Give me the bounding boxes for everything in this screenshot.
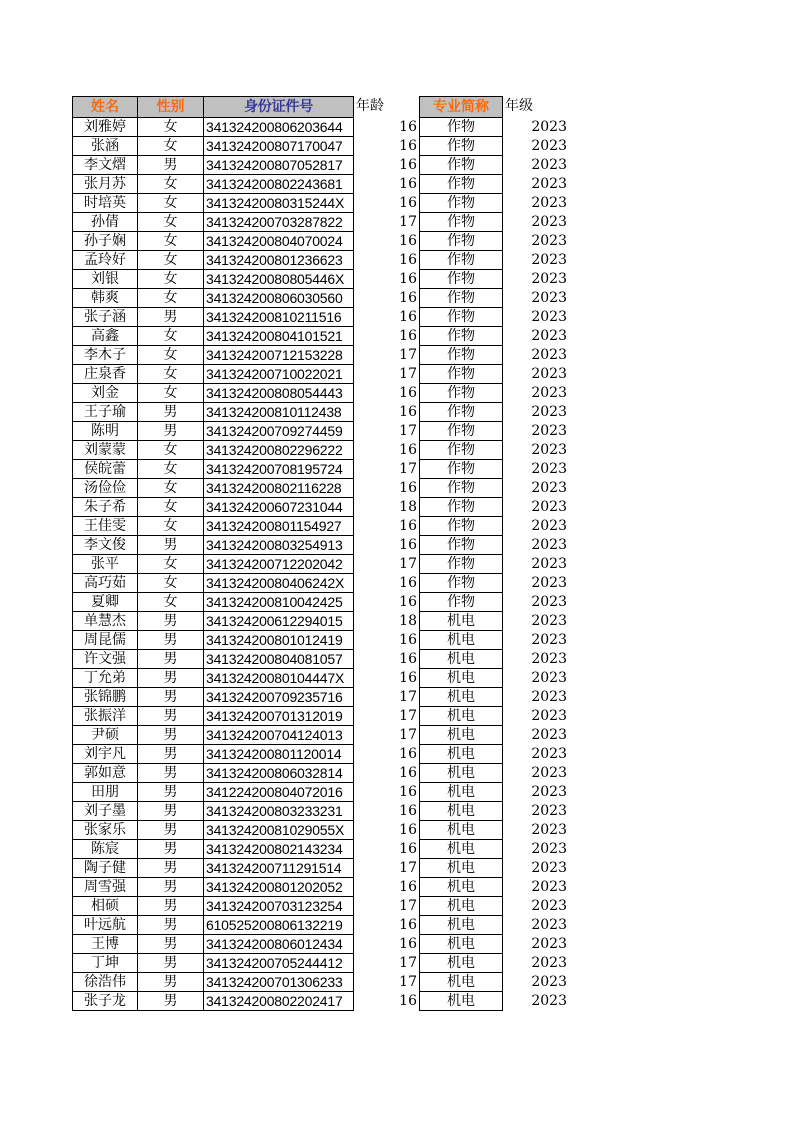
cell-age[interactable]: 16 — [399, 765, 417, 781]
cell-major[interactable]: 作物 — [419, 327, 503, 346]
cell-id-number[interactable]: 341324200804101521 — [204, 327, 354, 346]
cell-age[interactable]: 16 — [399, 252, 417, 268]
cell-name[interactable]: 张家乐 — [72, 821, 138, 840]
cell-grade[interactable]: 2023 — [531, 347, 567, 363]
cell-grade[interactable]: 2023 — [531, 252, 567, 268]
cell-grade[interactable]: 2023 — [531, 632, 567, 648]
cell-gender[interactable]: 女 — [138, 479, 204, 498]
cell-id-number[interactable]: 341324200712153228 — [204, 346, 354, 365]
cell-grade[interactable]: 2023 — [531, 594, 567, 610]
cell-grade[interactable]: 2023 — [531, 157, 567, 173]
cell-gender[interactable]: 男 — [138, 783, 204, 802]
cell-name[interactable]: 刘宇凡 — [72, 745, 138, 764]
cell-major[interactable]: 作物 — [419, 422, 503, 441]
cell-age[interactable]: 16 — [399, 157, 417, 173]
cell-gender[interactable]: 女 — [138, 593, 204, 612]
header-gender[interactable]: 性别 — [138, 96, 204, 118]
cell-grade[interactable]: 2023 — [531, 936, 567, 952]
cell-name[interactable]: 王子瑜 — [72, 403, 138, 422]
cell-id-number[interactable]: 341324200803254913 — [204, 536, 354, 555]
cell-gender[interactable]: 男 — [138, 156, 204, 175]
cell-major[interactable]: 作物 — [419, 213, 503, 232]
cell-age[interactable]: 16 — [399, 936, 417, 952]
cell-gender[interactable]: 女 — [138, 232, 204, 251]
cell-grade[interactable]: 2023 — [531, 119, 567, 135]
cell-major[interactable]: 机电 — [419, 688, 503, 707]
cell-id-number[interactable]: 341324200802143234 — [204, 840, 354, 859]
cell-age[interactable]: 17 — [399, 347, 417, 363]
cell-gender[interactable]: 男 — [138, 821, 204, 840]
cell-major[interactable]: 作物 — [419, 346, 503, 365]
cell-name[interactable]: 田朋 — [72, 783, 138, 802]
cell-grade[interactable]: 2023 — [531, 784, 567, 800]
cell-major[interactable]: 机电 — [419, 935, 503, 954]
cell-name[interactable]: 侯皖蕾 — [72, 460, 138, 479]
cell-age[interactable]: 17 — [399, 860, 417, 876]
cell-id-number[interactable]: 341324200612294015 — [204, 612, 354, 631]
cell-name[interactable]: 徐浩伟 — [72, 973, 138, 992]
cell-age[interactable]: 16 — [399, 176, 417, 192]
cell-name[interactable]: 高鑫 — [72, 327, 138, 346]
cell-age[interactable]: 16 — [399, 404, 417, 420]
cell-age[interactable]: 16 — [399, 195, 417, 211]
cell-grade[interactable]: 2023 — [531, 537, 567, 553]
cell-id-number[interactable]: 341324200703123254 — [204, 897, 354, 916]
cell-grade[interactable]: 2023 — [531, 955, 567, 971]
cell-gender[interactable]: 女 — [138, 498, 204, 517]
cell-grade[interactable]: 2023 — [531, 727, 567, 743]
cell-name[interactable]: 夏卿 — [72, 593, 138, 612]
cell-gender[interactable]: 女 — [138, 137, 204, 156]
cell-id-number[interactable]: 341324200810211516 — [204, 308, 354, 327]
cell-age[interactable]: 16 — [399, 917, 417, 933]
cell-gender[interactable]: 男 — [138, 954, 204, 973]
cell-age[interactable]: 17 — [399, 727, 417, 743]
cell-major[interactable]: 机电 — [419, 745, 503, 764]
cell-id-number[interactable]: 341324200704124013 — [204, 726, 354, 745]
cell-gender[interactable]: 女 — [138, 175, 204, 194]
cell-major[interactable]: 机电 — [419, 612, 503, 631]
cell-name[interactable]: 许文强 — [72, 650, 138, 669]
cell-age[interactable]: 16 — [399, 442, 417, 458]
cell-age[interactable]: 16 — [399, 290, 417, 306]
cell-id-number[interactable]: 341324200801202052 — [204, 878, 354, 897]
cell-age[interactable]: 16 — [399, 879, 417, 895]
cell-id-number[interactable]: 341324200802296222 — [204, 441, 354, 460]
cell-id-number[interactable]: 341324200810112438 — [204, 403, 354, 422]
cell-age[interactable]: 17 — [399, 214, 417, 230]
cell-age[interactable]: 16 — [399, 385, 417, 401]
cell-name[interactable]: 刘子墨 — [72, 802, 138, 821]
cell-id-number[interactable]: 341324200807170047 — [204, 137, 354, 156]
cell-major[interactable]: 作物 — [419, 365, 503, 384]
cell-id-number[interactable]: 341324200711291514 — [204, 859, 354, 878]
cell-major[interactable]: 机电 — [419, 973, 503, 992]
cell-id-number[interactable]: 34132420080315244X — [204, 194, 354, 213]
cell-major[interactable]: 作物 — [419, 194, 503, 213]
cell-id-number[interactable]: 341324200802243681 — [204, 175, 354, 194]
cell-grade[interactable]: 2023 — [531, 841, 567, 857]
cell-grade[interactable]: 2023 — [531, 708, 567, 724]
cell-grade[interactable]: 2023 — [531, 822, 567, 838]
cell-id-number[interactable]: 341324200607231044 — [204, 498, 354, 517]
cell-gender[interactable]: 男 — [138, 308, 204, 327]
cell-id-number[interactable]: 341324200806012434 — [204, 935, 354, 954]
cell-major[interactable]: 作物 — [419, 308, 503, 327]
cell-grade[interactable]: 2023 — [531, 138, 567, 154]
cell-name[interactable]: 时培英 — [72, 194, 138, 213]
cell-gender[interactable]: 女 — [138, 213, 204, 232]
cell-id-number[interactable]: 34132420081029055X — [204, 821, 354, 840]
cell-grade[interactable]: 2023 — [531, 328, 567, 344]
cell-id-number[interactable]: 341324200801154927 — [204, 517, 354, 536]
cell-name[interactable]: 刘蒙蒙 — [72, 441, 138, 460]
cell-major[interactable]: 作物 — [419, 270, 503, 289]
cell-gender[interactable]: 男 — [138, 612, 204, 631]
cell-name[interactable]: 李文熠 — [72, 156, 138, 175]
cell-grade[interactable]: 2023 — [531, 879, 567, 895]
cell-grade[interactable]: 2023 — [531, 233, 567, 249]
cell-name[interactable]: 张涵 — [72, 137, 138, 156]
cell-age[interactable]: 16 — [399, 271, 417, 287]
header-age[interactable]: 年龄 — [356, 98, 384, 114]
cell-major[interactable]: 机电 — [419, 783, 503, 802]
cell-major[interactable]: 机电 — [419, 669, 503, 688]
cell-major[interactable]: 机电 — [419, 707, 503, 726]
cell-name[interactable]: 王佳雯 — [72, 517, 138, 536]
cell-major[interactable]: 作物 — [419, 517, 503, 536]
header-grade[interactable]: 年级 — [505, 98, 533, 114]
cell-age[interactable]: 16 — [399, 632, 417, 648]
cell-major[interactable]: 机电 — [419, 631, 503, 650]
cell-id-number[interactable]: 341324200803233231 — [204, 802, 354, 821]
cell-grade[interactable]: 2023 — [531, 613, 567, 629]
cell-name[interactable]: 高巧茹 — [72, 574, 138, 593]
cell-gender[interactable]: 女 — [138, 460, 204, 479]
cell-gender[interactable]: 男 — [138, 631, 204, 650]
cell-grade[interactable]: 2023 — [531, 974, 567, 990]
cell-name[interactable]: 张锦鹏 — [72, 688, 138, 707]
cell-id-number[interactable]: 610525200806132219 — [204, 916, 354, 935]
cell-name[interactable]: 郭如意 — [72, 764, 138, 783]
cell-name[interactable]: 李文俊 — [72, 536, 138, 555]
cell-major[interactable]: 作物 — [419, 574, 503, 593]
cell-grade[interactable]: 2023 — [531, 746, 567, 762]
cell-grade[interactable]: 2023 — [531, 214, 567, 230]
cell-name[interactable]: 刘金 — [72, 384, 138, 403]
cell-age[interactable]: 16 — [399, 518, 417, 534]
cell-gender[interactable]: 女 — [138, 194, 204, 213]
cell-grade[interactable]: 2023 — [531, 765, 567, 781]
cell-age[interactable]: 16 — [399, 993, 417, 1009]
cell-age[interactable]: 16 — [399, 480, 417, 496]
cell-gender[interactable]: 男 — [138, 916, 204, 935]
cell-grade[interactable]: 2023 — [531, 860, 567, 876]
cell-grade[interactable]: 2023 — [531, 993, 567, 1009]
cell-major[interactable]: 机电 — [419, 650, 503, 669]
cell-id-number[interactable]: 34132420080104447X — [204, 669, 354, 688]
cell-gender[interactable]: 男 — [138, 935, 204, 954]
cell-id-number[interactable]: 341324200802202417 — [204, 992, 354, 1011]
cell-age[interactable]: 17 — [399, 974, 417, 990]
cell-major[interactable]: 作物 — [419, 479, 503, 498]
cell-major[interactable]: 机电 — [419, 821, 503, 840]
cell-name[interactable]: 单慧杰 — [72, 612, 138, 631]
cell-gender[interactable]: 女 — [138, 327, 204, 346]
cell-age[interactable]: 16 — [399, 803, 417, 819]
cell-name[interactable]: 陶子健 — [72, 859, 138, 878]
cell-name[interactable]: 叶远航 — [72, 916, 138, 935]
cell-gender[interactable]: 女 — [138, 517, 204, 536]
cell-gender[interactable]: 女 — [138, 441, 204, 460]
cell-name[interactable]: 尹硕 — [72, 726, 138, 745]
cell-grade[interactable]: 2023 — [531, 499, 567, 515]
cell-grade[interactable]: 2023 — [531, 575, 567, 591]
cell-age[interactable]: 16 — [399, 138, 417, 154]
cell-major[interactable]: 作物 — [419, 536, 503, 555]
cell-id-number[interactable]: 341324200708195724 — [204, 460, 354, 479]
cell-grade[interactable]: 2023 — [531, 898, 567, 914]
cell-age[interactable]: 16 — [399, 784, 417, 800]
cell-age[interactable]: 17 — [399, 955, 417, 971]
cell-id-number[interactable]: 341324200810042425 — [204, 593, 354, 612]
cell-name[interactable]: 丁坤 — [72, 954, 138, 973]
cell-id-number[interactable]: 341224200804072016 — [204, 783, 354, 802]
cell-age[interactable]: 17 — [399, 423, 417, 439]
cell-name[interactable]: 孙倩 — [72, 213, 138, 232]
cell-id-number[interactable]: 341324200701312019 — [204, 707, 354, 726]
cell-id-number[interactable]: 341324200712202042 — [204, 555, 354, 574]
cell-age[interactable]: 16 — [399, 746, 417, 762]
cell-grade[interactable]: 2023 — [531, 518, 567, 534]
cell-id-number[interactable]: 341324200804070024 — [204, 232, 354, 251]
cell-major[interactable]: 作物 — [419, 384, 503, 403]
cell-age[interactable]: 16 — [399, 119, 417, 135]
cell-id-number[interactable]: 34132420080406242X — [204, 574, 354, 593]
cell-gender[interactable]: 男 — [138, 536, 204, 555]
cell-major[interactable]: 机电 — [419, 726, 503, 745]
cell-gender[interactable]: 女 — [138, 118, 204, 137]
cell-id-number[interactable]: 341324200801236623 — [204, 251, 354, 270]
cell-major[interactable]: 作物 — [419, 175, 503, 194]
cell-age[interactable]: 16 — [399, 309, 417, 325]
cell-gender[interactable]: 男 — [138, 745, 204, 764]
cell-major[interactable]: 机电 — [419, 954, 503, 973]
cell-gender[interactable]: 女 — [138, 365, 204, 384]
cell-major[interactable]: 作物 — [419, 555, 503, 574]
cell-name[interactable]: 丁允弟 — [72, 669, 138, 688]
cell-age[interactable]: 17 — [399, 689, 417, 705]
cell-name[interactable]: 孟玲好 — [72, 251, 138, 270]
cell-gender[interactable]: 男 — [138, 669, 204, 688]
cell-major[interactable]: 机电 — [419, 802, 503, 821]
cell-age[interactable]: 16 — [399, 651, 417, 667]
cell-grade[interactable]: 2023 — [531, 309, 567, 325]
cell-id-number[interactable]: 341324200806032814 — [204, 764, 354, 783]
cell-age[interactable]: 17 — [399, 556, 417, 572]
cell-gender[interactable]: 女 — [138, 251, 204, 270]
cell-grade[interactable]: 2023 — [531, 803, 567, 819]
cell-gender[interactable]: 男 — [138, 650, 204, 669]
cell-gender[interactable]: 男 — [138, 840, 204, 859]
cell-age[interactable]: 16 — [399, 328, 417, 344]
cell-gender[interactable]: 男 — [138, 707, 204, 726]
cell-age[interactable]: 16 — [399, 841, 417, 857]
header-name[interactable]: 姓名 — [72, 96, 138, 118]
cell-name[interactable]: 张子龙 — [72, 992, 138, 1011]
cell-name[interactable]: 陈宸 — [72, 840, 138, 859]
cell-id-number[interactable]: 34132420080805446X — [204, 270, 354, 289]
cell-major[interactable]: 机电 — [419, 859, 503, 878]
cell-grade[interactable]: 2023 — [531, 195, 567, 211]
cell-age[interactable]: 16 — [399, 537, 417, 553]
cell-grade[interactable]: 2023 — [531, 480, 567, 496]
cell-gender[interactable]: 女 — [138, 346, 204, 365]
cell-age[interactable]: 18 — [399, 499, 417, 515]
cell-age[interactable]: 17 — [399, 461, 417, 477]
cell-grade[interactable]: 2023 — [531, 271, 567, 287]
cell-gender[interactable]: 男 — [138, 859, 204, 878]
cell-grade[interactable]: 2023 — [531, 290, 567, 306]
cell-gender[interactable]: 女 — [138, 289, 204, 308]
cell-age[interactable]: 16 — [399, 594, 417, 610]
cell-gender[interactable]: 男 — [138, 422, 204, 441]
cell-grade[interactable]: 2023 — [531, 385, 567, 401]
cell-grade[interactable]: 2023 — [531, 689, 567, 705]
cell-gender[interactable]: 女 — [138, 270, 204, 289]
cell-grade[interactable]: 2023 — [531, 442, 567, 458]
cell-id-number[interactable]: 341324200806030560 — [204, 289, 354, 308]
cell-gender[interactable]: 女 — [138, 384, 204, 403]
cell-name[interactable]: 相硕 — [72, 897, 138, 916]
cell-name[interactable]: 王博 — [72, 935, 138, 954]
cell-id-number[interactable]: 341324200807052817 — [204, 156, 354, 175]
cell-major[interactable]: 作物 — [419, 289, 503, 308]
cell-age[interactable]: 17 — [399, 708, 417, 724]
cell-name[interactable]: 李木子 — [72, 346, 138, 365]
cell-grade[interactable]: 2023 — [531, 461, 567, 477]
cell-id-number[interactable]: 341324200709235716 — [204, 688, 354, 707]
cell-grade[interactable]: 2023 — [531, 404, 567, 420]
cell-name[interactable]: 张月苏 — [72, 175, 138, 194]
cell-gender[interactable]: 男 — [138, 992, 204, 1011]
cell-id-number[interactable]: 341324200801012419 — [204, 631, 354, 650]
cell-age[interactable]: 16 — [399, 575, 417, 591]
cell-grade[interactable]: 2023 — [531, 670, 567, 686]
cell-gender[interactable]: 男 — [138, 973, 204, 992]
cell-major[interactable]: 作物 — [419, 118, 503, 137]
cell-name[interactable]: 刘雅婷 — [72, 118, 138, 137]
cell-name[interactable]: 张振洋 — [72, 707, 138, 726]
cell-name[interactable]: 张子涵 — [72, 308, 138, 327]
cell-major[interactable]: 机电 — [419, 992, 503, 1011]
cell-gender[interactable]: 男 — [138, 802, 204, 821]
cell-id-number[interactable]: 341324200710022021 — [204, 365, 354, 384]
cell-age[interactable]: 16 — [399, 233, 417, 249]
cell-major[interactable]: 作物 — [419, 498, 503, 517]
cell-id-number[interactable]: 341324200808054443 — [204, 384, 354, 403]
cell-id-number[interactable]: 341324200705244412 — [204, 954, 354, 973]
cell-age[interactable]: 16 — [399, 822, 417, 838]
cell-gender[interactable]: 女 — [138, 574, 204, 593]
cell-name[interactable]: 刘银 — [72, 270, 138, 289]
cell-major[interactable]: 作物 — [419, 593, 503, 612]
cell-name[interactable]: 庄泉香 — [72, 365, 138, 384]
cell-grade[interactable]: 2023 — [531, 423, 567, 439]
cell-name[interactable]: 周雪强 — [72, 878, 138, 897]
cell-id-number[interactable]: 341324200709274459 — [204, 422, 354, 441]
cell-grade[interactable]: 2023 — [531, 917, 567, 933]
cell-gender[interactable]: 男 — [138, 897, 204, 916]
cell-age[interactable]: 18 — [399, 613, 417, 629]
cell-grade[interactable]: 2023 — [531, 651, 567, 667]
cell-major[interactable]: 作物 — [419, 403, 503, 422]
cell-name[interactable]: 陈明 — [72, 422, 138, 441]
cell-id-number[interactable]: 341324200802116228 — [204, 479, 354, 498]
cell-id-number[interactable]: 341324200701306233 — [204, 973, 354, 992]
header-major[interactable]: 专业简称 — [419, 96, 503, 118]
cell-gender[interactable]: 男 — [138, 764, 204, 783]
cell-id-number[interactable]: 341324200703287822 — [204, 213, 354, 232]
cell-gender[interactable]: 男 — [138, 726, 204, 745]
cell-age[interactable]: 16 — [399, 670, 417, 686]
cell-major[interactable]: 机电 — [419, 764, 503, 783]
cell-gender[interactable]: 男 — [138, 688, 204, 707]
header-id-number[interactable]: 身份证件号 — [204, 96, 354, 118]
cell-major[interactable]: 作物 — [419, 156, 503, 175]
cell-major[interactable]: 作物 — [419, 460, 503, 479]
cell-id-number[interactable]: 341324200806203644 — [204, 118, 354, 137]
cell-id-number[interactable]: 341324200801120014 — [204, 745, 354, 764]
cell-major[interactable]: 作物 — [419, 251, 503, 270]
cell-gender[interactable]: 男 — [138, 878, 204, 897]
cell-gender[interactable]: 女 — [138, 555, 204, 574]
cell-id-number[interactable]: 341324200804081057 — [204, 650, 354, 669]
cell-major[interactable]: 作物 — [419, 441, 503, 460]
cell-major[interactable]: 机电 — [419, 840, 503, 859]
cell-major[interactable]: 作物 — [419, 137, 503, 156]
cell-gender[interactable]: 男 — [138, 403, 204, 422]
cell-age[interactable]: 17 — [399, 366, 417, 382]
cell-grade[interactable]: 2023 — [531, 366, 567, 382]
cell-name[interactable]: 韩爽 — [72, 289, 138, 308]
cell-name[interactable]: 周昆儒 — [72, 631, 138, 650]
cell-name[interactable]: 汤俭俭 — [72, 479, 138, 498]
cell-age[interactable]: 17 — [399, 898, 417, 914]
cell-major[interactable]: 机电 — [419, 878, 503, 897]
cell-name[interactable]: 孙子娴 — [72, 232, 138, 251]
cell-grade[interactable]: 2023 — [531, 556, 567, 572]
cell-name[interactable]: 朱子希 — [72, 498, 138, 517]
cell-major[interactable]: 机电 — [419, 916, 503, 935]
cell-major[interactable]: 作物 — [419, 232, 503, 251]
cell-major[interactable]: 机电 — [419, 897, 503, 916]
cell-grade[interactable]: 2023 — [531, 176, 567, 192]
cell-name[interactable]: 张平 — [72, 555, 138, 574]
